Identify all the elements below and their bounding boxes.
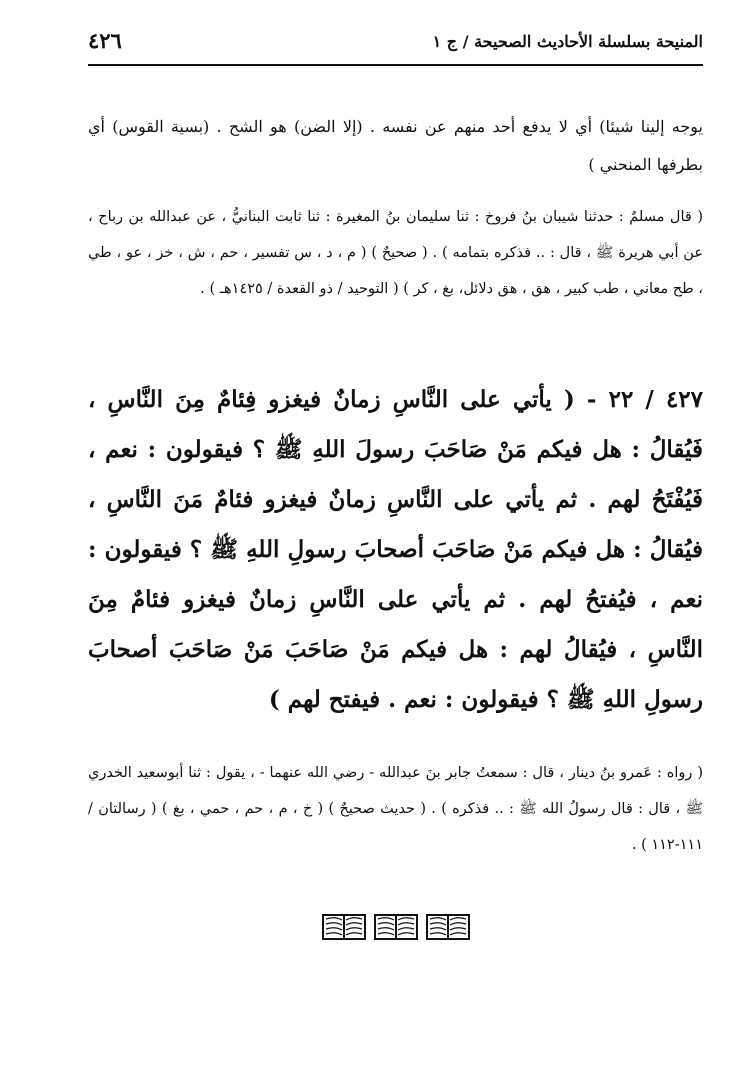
- section-end-ornament: [88, 914, 703, 940]
- hadith-text: ٤٢٧ / ٢٢ - ( يأتي على النَّاسِ زمانٌ فيغزو فِئامٌ مِنَ النَّاسِ ، فَيُقالُ : هل فيكم مَنْ صَاحَبَ رسولَ اللهِ ﷺ ؟ فيقولون : نعم ، فَيُفْتَحُ لهم . ثم يأتي على النَّاسِ زمانٌ فيغزو فئامٌ مَنَ النَّاسِ ، فيُقالُ : هل فيكم مَنْ صَاحَبَ أصحابَ رسولِ اللهِ ﷺ ؟ فيقولون : نعم ، فيُفتحُ لهم . ثم يأتي على النَّاسِ زمانٌ فيغزو فئامٌ مِنَ النَّاسِ ، فيُقالُ لهم : هل فيكم مَنْ صَاحَبَ مَنْ صَاحَبَ أصحابَ رسولِ اللهِ ﷺ ؟ فيقولون : نعم . فيفتح لهم ): [88, 386, 703, 713]
- source-citation-2: ( رواه : عَمرو بنُ دينار ، قال : سمعتُ جابر بنَ عبدالله - رضي الله عنهما - ، يقول : ثنا أبوسعيد الخدري ﷺ ، قال : قال رسولُ الله ﷺ : .. فذكره ) . ( حديث صحيحٌ ) ( خ ، م ، حم ، حمي ، بغ ) ( رسالتان / ١١١-١١٢ ) .: [88, 765, 703, 853]
- book-page: [88, 22, 703, 853]
- open-book-icon: [322, 914, 366, 940]
- page-number: ٤٢٦: [88, 28, 122, 53]
- explanatory-note: يوجه إلينا شيئا) أي لا يدفع أحد منهم عن نفسه . (إلا الضن) هو الشح . (بسية القوس) أي بطرفها المنحني ): [88, 117, 703, 174]
- source-citation-1: ( قال مسلمٌ : حدثنا شيبان بنُ فروخ : ثنا سليمان بنُ المغيرة : ثنا ثابت البنانيُّ ، عن عبدالله بن رباح ، عن أبي هريرة ﷺ ، قال : .. فذكره بتمامه ) . ( صحيحٌ ) ( م ، د ، س تفسير ، حم ، ش ، خز ، عو ، طي ، طح معاني ، طب كبير ، هق ، هق دلائل، بغ ، كر ) ( التوحيد / ذو القعدة / ١٤٢٥هـ ) .: [88, 209, 703, 297]
- open-book-icon: [426, 914, 470, 940]
- page-header: [88, 22, 703, 66]
- running-title: المنيحة بسلسلة الأحاديث الصحيحة / ج ١: [432, 32, 703, 51]
- open-book-icon: [374, 914, 418, 940]
